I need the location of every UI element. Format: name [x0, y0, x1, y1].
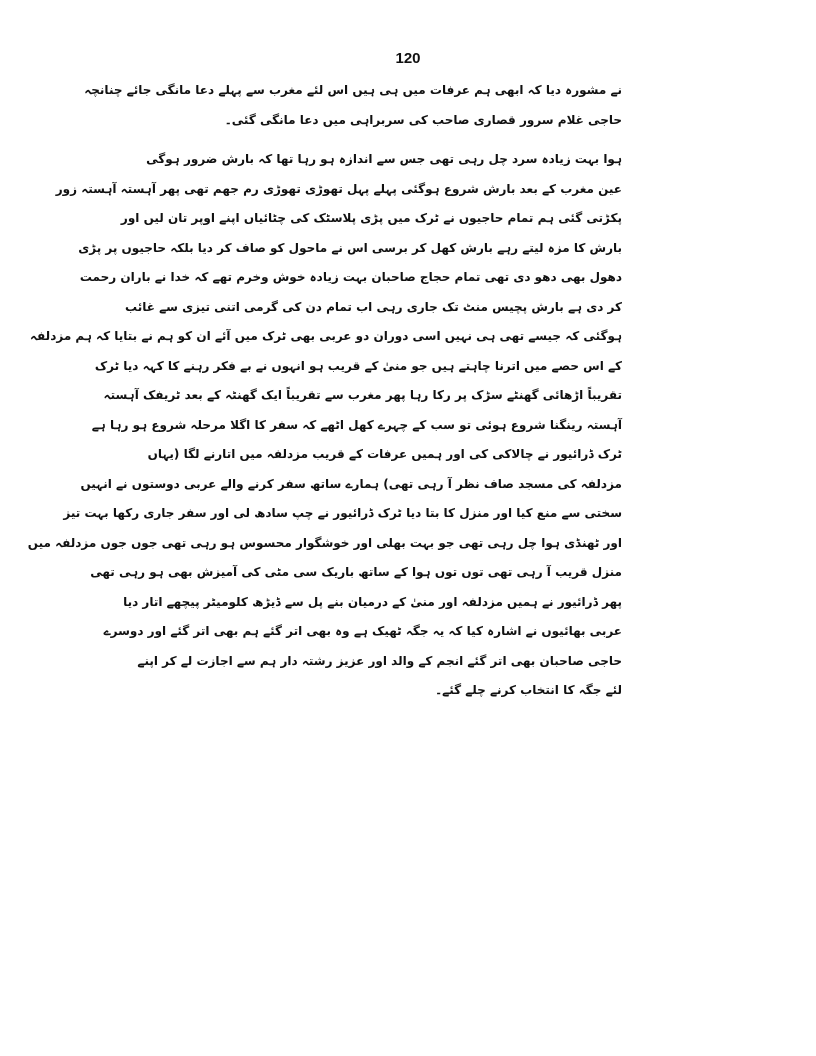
text-line: ہوگئی کہ جیسے تھی ہی نہیں اسی دوران دو عربی بھی ٹرک میں آئے ان کو ہم نے بتایا کہ ہم مزدلفہ [30, 329, 622, 343]
text-line: پھر ڈرائیور نے ہمیں مزدلفہ اور منیٰ کے درمیان بنے پل سے ڈیڑھ کلومیٹر پیچھے اتار دیا [123, 594, 622, 609]
text-line: سختی سے منع کیا اور منزل کا بتا دیا ٹرک ڈرائیور نے چپ سادھ لی اور سفر جاری رکھا بہت تیز [63, 506, 622, 520]
text-line: عین مغرب کے بعد بارش شروع ہوگئی پہلے پہل تھوڑی تھوڑی رم جھم تھی پھر آہستہ آہستہ زور [55, 181, 622, 196]
text-line: عربی بھائیوں نے اشارہ کیا کہ یہ جگہ ٹھیک ہے وہ بھی اتر گئے ہم بھی اتر گئے اور دوسرے [103, 624, 622, 638]
paragraph-2 [27, 145, 622, 706]
text-line: منزل قریب آ رہی تھی توں توں ہوا کے ساتھ باریک سی مٹی کی آمیزش بھی ہو رہی تھی [90, 565, 622, 579]
paragraph-1 [84, 76, 622, 135]
text-line: حاجی صاحبان بھی اتر گئے انجم کے والد اور عزیز رشتہ دار ہم سے اجازت لے کر اپنے [137, 653, 622, 668]
text-line: نے مشورہ دیا کہ ابھی ہم عرفات میں ہی ہیں اس لئے مغرب سے پہلے دعا مانگی جائے چنانچہ [84, 83, 622, 97]
text-line: بارش کا مزہ لیتے رہے بارش کھل کر برسی اس نے ماحول کو صاف کر دیا بلکہ حاجیوں پر پڑی [78, 240, 622, 255]
text-line: ہوا بہت زیادہ سرد چل رہی تھی جس سے اندازہ ہو رہا تھا کہ بارش ضرور ہوگی [146, 152, 622, 166]
text-line: حاجی غلام سرور قصاری صاحب کی سربراہی میں دعا مانگی گئی۔ [224, 112, 622, 127]
text-line: لئے جگہ کا انتخاب کرنے چلے گئے۔ [435, 683, 622, 697]
text-line: دھول بھی دھو دی تھی تمام حجاج صاحبان بہت زیادہ خوش وخرم تھے کہ خدا نے باران رحمت [79, 270, 622, 284]
text-line: مزدلفہ کی مسجد صاف نظر آ رہی تھی) ہمارے ساتھ سفر کرنے والے عربی دوستوں نے انہیں [80, 476, 622, 491]
text-line: ٹرک ڈرائیور نے چالاکی کی اور ہمیں عرفات کے قریب مزدلفہ میں اتارنے لگا (یہاں [147, 447, 622, 461]
text-line: آہستہ رینگنا شروع ہوئی تو سب کے چہرے کھل اٹھے کہ سفر کا اگلا مرحلہ شروع ہو رہا ہے [91, 417, 622, 432]
text-line: کر دی ہے بارش پچیس منٹ تک جاری رہی اب تمام دن کی گرمی اتنی تیزی سے غائب [125, 299, 622, 314]
body-text [27, 76, 622, 706]
text-line: کے اس حصے میں اترنا چاہتے ہیں جو منیٰ کے قریب ہو انہوں نے بے فکر رہنے کا کہہ دیا ٹرک [94, 358, 622, 373]
text-line: پکڑتی گئی ہم تمام حاجیوں نے ٹرک میں پڑی پلاسٹک کی چٹائیاں اپنے اوپر تان لیں اور [120, 211, 622, 225]
text-line: تقریباً اڑھائی گھنٹے سڑک پر رکا رہا پھر مغرب سے تقریباً ایک گھنٹہ کے بعد ٹریفک آہستہ [103, 388, 622, 402]
text-line: اور ٹھنڈی ہوا چل رہی تھی جو بہت بھلی اور خوشگوار محسوس ہو رہی تھی جوں جوں مزدلفہ میں [27, 535, 622, 550]
page-number: 120 [395, 50, 421, 67]
